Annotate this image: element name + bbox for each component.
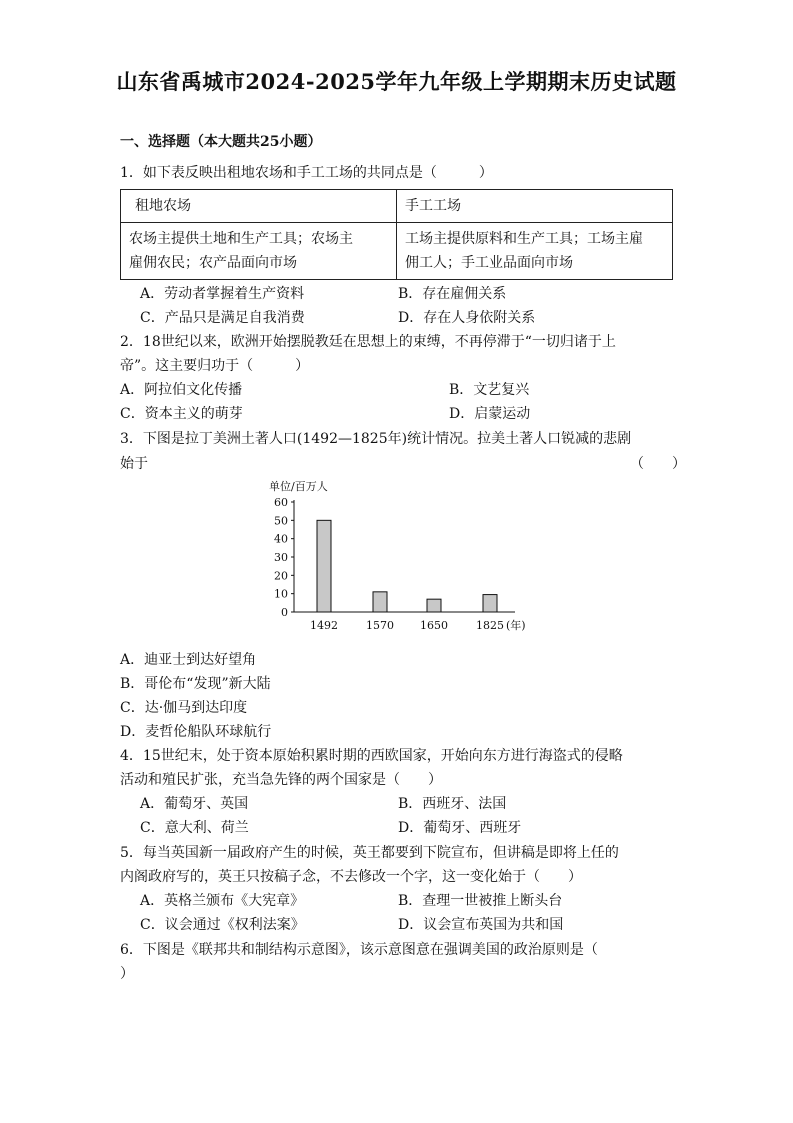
question-3-stem: 3．下图是拉丁美洲土著人口(1492—1825年)统计情况。拉美土著人口锐减的悲剧 — [120, 431, 632, 447]
y-tick-label: 30 — [274, 551, 288, 564]
option-b[interactable]: B．文艺复兴 — [449, 382, 530, 398]
option-d[interactable]: D．存在人身依附关系 — [398, 310, 536, 326]
option-b[interactable]: B．西班牙、法国 — [398, 796, 507, 812]
question-4-stem: 4．15世纪末，处于资本原始积累时期的西欧国家，开始向东方进行海盗式的侵略 — [120, 748, 623, 764]
y-ticks — [274, 496, 294, 619]
option-b[interactable]: B．查理一世被推上断头台 — [398, 893, 563, 909]
bars — [317, 520, 497, 612]
x-tick-label: 1825 — [476, 619, 504, 632]
x-axis-unit-label: (年) — [506, 619, 526, 632]
option-d[interactable]: D．启蒙运动 — [449, 406, 531, 422]
y-tick-label: 0 — [281, 606, 288, 619]
bar-1825 — [483, 595, 497, 612]
table-header-cell: 手工工场 — [397, 190, 673, 223]
cell-text-line: 佣工人；手工业品面向市场 — [405, 255, 573, 271]
x-tick-label: 1492 — [310, 619, 338, 632]
x-tick-label: 1570 — [366, 619, 394, 632]
question-5-stem-cont: 内阁政府写的，英王只按稿子念，不去修改一个字，这一变化始于（ ） — [120, 869, 582, 885]
option-b[interactable]: B．哥伦布“发现”新大陆 — [120, 676, 271, 692]
option-c[interactable]: C．产品只是满足自我消费 — [140, 310, 305, 326]
question-2-stem-cont: 帝”。这主要归功于（ ） — [120, 358, 310, 374]
cell-text-line: 工场主提供原料和生产工具；工场主雇 — [405, 231, 643, 247]
population-bar-chart — [260, 476, 540, 638]
bar-1492 — [317, 520, 331, 612]
comparison-table — [120, 189, 673, 280]
option-a[interactable]: A．阿拉伯文化传播 — [120, 382, 243, 398]
y-axis-label: 单位/百万人 — [269, 480, 328, 493]
answer-paren: （ ） — [630, 456, 686, 472]
y-tick-label: 20 — [274, 569, 288, 583]
bar-1570 — [373, 592, 387, 612]
section-heading: 一、选择题（本大题共25小题） — [120, 134, 322, 150]
option-b[interactable]: B．存在雇佣关系 — [398, 286, 507, 302]
option-c[interactable]: C．达·伽马到达印度 — [120, 700, 248, 716]
y-tick-label: 60 — [274, 496, 288, 509]
question-1-stem: 1．如下表反映出租地农场和手工工场的共同点是（ ） — [120, 165, 493, 181]
option-c[interactable]: C．资本主义的萌芽 — [120, 406, 243, 422]
y-tick-label: 10 — [274, 587, 288, 601]
x-tick-label: 1650 — [420, 619, 448, 632]
question-2-stem: 2．18世纪以来，欧洲开始摆脱教廷在思想上的束缚，不再停滞于“一切归诸于上 — [120, 334, 616, 350]
y-tick-label: 40 — [274, 532, 288, 546]
page-title: 山东省禹城市2024-2025学年九年级上学期期末历史试题 — [116, 69, 677, 94]
cell-text-line: 农场主提供土地和生产工具；农场主 — [129, 231, 353, 247]
table-cell — [121, 223, 397, 280]
x-ticks — [310, 619, 504, 632]
question-5-stem: 5．每当英国新一届政府产生的时候，英王都要到下院宣布，但讲稿是即将上任的 — [120, 845, 619, 861]
question-3-stem-cont: 始于 — [120, 456, 148, 472]
option-a[interactable]: A．英格兰颁布《大宪章》 — [140, 893, 305, 909]
option-a[interactable]: A．劳动者掌握着生产资料 — [140, 286, 305, 302]
table-header-cell: 租地农场 — [121, 190, 397, 223]
option-c[interactable]: C．意大利、荷兰 — [140, 820, 249, 836]
option-c[interactable]: C．议会通过《权利法案》 — [140, 917, 305, 933]
question-6-stem: 6．下图是《联邦共和制结构示意图》，该示意图意在强调美国的政治原则是（ — [120, 942, 598, 958]
option-d[interactable]: D．麦哲伦船队环球航行 — [120, 724, 272, 740]
option-a[interactable]: A．葡萄牙、英国 — [140, 796, 249, 812]
option-a[interactable]: A．迪亚士到达好望角 — [120, 652, 257, 668]
cell-text-line: 雇佣农民；农产品面向市场 — [129, 255, 297, 271]
question-6-stem-cont: ） — [120, 966, 134, 982]
y-tick-label: 50 — [274, 514, 288, 528]
question-4-stem-cont: 活动和殖民扩张，充当急先锋的两个国家是（ ） — [120, 772, 442, 788]
option-d[interactable]: D．葡萄牙、西班牙 — [398, 820, 522, 836]
option-d[interactable]: D．议会宣布英国为共和国 — [398, 917, 564, 933]
bar-1650 — [427, 599, 441, 612]
table-cell — [397, 223, 673, 280]
